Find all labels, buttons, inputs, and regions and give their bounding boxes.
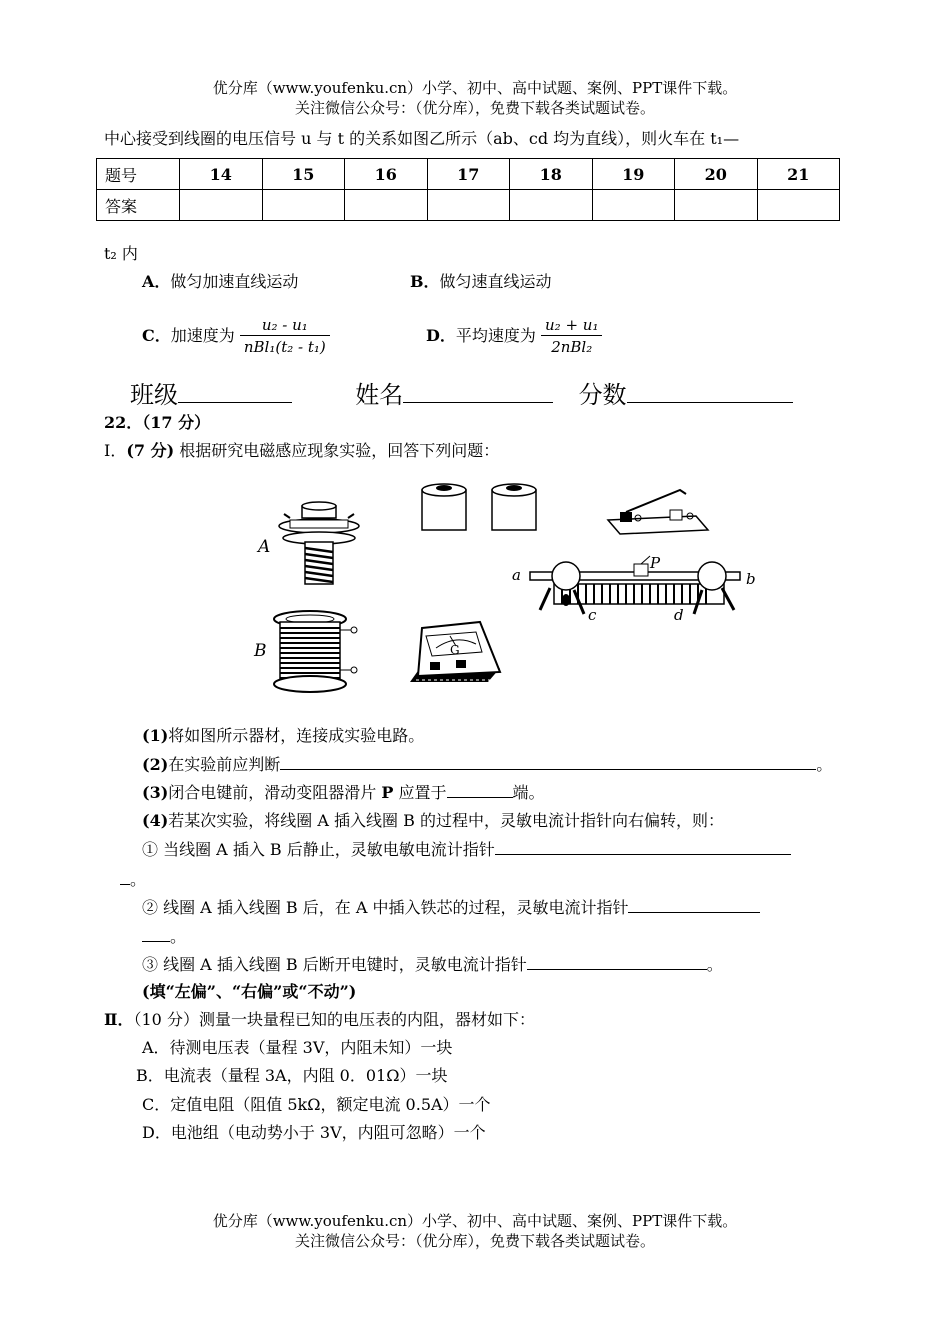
q22-part1-text: 根据研究电磁感应现象实验，回答下列问题：	[179, 441, 500, 460]
q22-c3-text: ③ 线圈 A 插入线圈 B 后断开电键时，灵敏电流计指针	[142, 955, 527, 974]
coil-a-figure	[256, 502, 359, 584]
q21-option-c	[142, 314, 330, 358]
q21-option-d-numerator: u₂ + u₁	[541, 315, 602, 336]
q22-c3-blank[interactable]	[527, 953, 707, 970]
q22-c1-end: 。	[130, 870, 147, 889]
header-line-1: 优分库（www.youfenku.cn）小学、初中、高中试题、案例、PPT课件下载。	[212, 79, 738, 97]
coil-b-label: B	[254, 641, 267, 661]
q22-item-a: A．待测电压表（量程 3V，内阻未知）一块	[142, 1038, 453, 1057]
name-field[interactable]	[403, 378, 553, 403]
answer-table-number-row	[97, 159, 840, 190]
answer-table-number: 19	[592, 159, 675, 190]
q22-s4-text: 若某次实验，将线圈 A 插入线圈 B 的过程中，灵敏电流计指针向右偏转，则：	[168, 811, 724, 830]
answer-table-answer-row	[97, 190, 840, 221]
answer-cell[interactable]	[180, 190, 263, 221]
battery-icon	[422, 484, 536, 530]
q22-part1-heading	[104, 440, 499, 462]
galvanometer-label: G	[450, 643, 460, 657]
q22-title: 22．（17 分）	[104, 413, 211, 432]
q21-option-d-letter: D．	[426, 326, 456, 345]
answer-table-number: 18	[510, 159, 593, 190]
q22-part2-heading	[104, 1009, 535, 1031]
answer-cell[interactable]	[757, 190, 840, 221]
answer-cell[interactable]	[427, 190, 510, 221]
q21-stem-part2: t₂ 内	[104, 244, 138, 263]
answer-table-number: 15	[262, 159, 345, 190]
q21-option-a	[142, 271, 298, 293]
q21-option-c-letter: C．	[142, 326, 171, 345]
student-info	[130, 378, 793, 410]
q22-c2-blank-cont[interactable]	[142, 925, 170, 942]
q21-option-a-letter: A．	[142, 272, 171, 291]
q22-s3-mid: 应置于	[398, 783, 447, 802]
q22-part1-number: Ⅰ．	[104, 441, 127, 460]
q22-c1-blank-cont[interactable]	[120, 868, 130, 885]
q22-item-c: C．定值电阻（阻值 5kΩ，额定电流 0.5A）一个	[142, 1095, 491, 1114]
score-field[interactable]	[627, 378, 793, 403]
q22-c1	[142, 838, 791, 861]
coil-a-label: A	[258, 537, 271, 557]
q22-s1	[142, 725, 424, 747]
q22-s3-text: 闭合电键前，滑动变阻器滑片	[168, 783, 377, 802]
q22-s3-slider: P	[381, 783, 394, 802]
q22-s2-number: (2)	[142, 755, 169, 774]
q22-s3-blank[interactable]	[447, 781, 513, 798]
q22-s3	[142, 781, 545, 804]
q22-c3	[142, 953, 723, 976]
rheostat-terminal-c-label: c	[588, 606, 597, 624]
q22-c2-end: 。	[170, 927, 187, 946]
switch-icon	[608, 490, 708, 534]
q21-option-d	[426, 314, 602, 358]
answer-table-answer-label: 答案	[97, 190, 180, 221]
q21-option-c-denominator: nBl₁(t₂ - t₁)	[243, 338, 326, 356]
answer-cell[interactable]	[592, 190, 675, 221]
apparatus-figure	[250, 476, 770, 698]
q22-part2-number: Ⅱ．	[104, 1010, 134, 1029]
q21-option-c-fraction	[240, 315, 330, 358]
q21-option-c-text: 加速度为	[170, 326, 235, 345]
q22-s2	[142, 753, 832, 776]
q22-c3-end: 。	[706, 955, 723, 974]
q22-c2	[142, 896, 760, 919]
galvanometer-figure	[410, 622, 500, 682]
footer-line-2: 关注微信公众号：（优分库），免费下载各类试题试卷。	[294, 1232, 655, 1250]
answer-cell[interactable]	[510, 190, 593, 221]
rheostat-terminal-d-label: d	[674, 606, 684, 624]
score-label: 分数	[578, 381, 627, 409]
q21-option-b-text: 做匀速直线运动	[439, 272, 552, 291]
rheostat-terminal-b-label: b	[746, 570, 756, 588]
q22-c1-text: ① 当线圈 A 插入 B 后静止，灵敏电敏电流计指针	[142, 840, 495, 859]
q22-s1-number: (1)	[142, 726, 169, 745]
answer-cell[interactable]	[345, 190, 428, 221]
q21-stem-part1: 中心接受到线圈的电压信号 u 与 t 的关系如图乙所示（ab、cd 均为直线），则火车在 t₁—	[104, 129, 740, 148]
answer-table-number: 14	[180, 159, 263, 190]
q22-c2-blank[interactable]	[628, 896, 760, 913]
q22-fill-hint: (填“左偏”、“右偏”或“不动”)	[142, 982, 357, 1001]
q22-s2-text: 在实验前应判断	[168, 755, 281, 774]
answer-cell[interactable]	[262, 190, 345, 221]
answer-table-number: 21	[757, 159, 840, 190]
answer-table-number: 16	[345, 159, 428, 190]
q22-item-d: D．电池组（电动势小于 3V，内阻可忽略）一个	[142, 1123, 486, 1142]
q22-s1-text: 将如图所示器材，连接成实验电路。	[168, 726, 425, 745]
q22-c2-cont	[142, 925, 186, 948]
q22-item-b: B．电流表（量程 3A，内阻 0．01Ω）一块	[136, 1066, 448, 1085]
answer-table-number-label: 题号	[97, 159, 180, 190]
coil-b-figure	[253, 611, 357, 692]
q21-option-b	[410, 271, 552, 293]
q21-option-b-letter: B．	[410, 272, 440, 291]
rheostat-terminal-a-label: a	[512, 566, 521, 584]
q21-option-a-text: 做匀加速直线运动	[170, 272, 299, 291]
header-line-2: 关注微信公众号：（优分库），免费下载各类试题试卷。	[294, 99, 655, 117]
q22-s3-number: (3)	[142, 783, 169, 802]
class-field[interactable]	[178, 378, 292, 403]
q22-s2-end: 。	[816, 755, 833, 774]
class-label: 班级	[130, 381, 178, 409]
name-label: 姓名	[355, 381, 404, 409]
rheostat-figure	[512, 554, 756, 624]
q22-c1-cont	[120, 868, 146, 891]
q21-option-c-numerator: u₂ - u₁	[240, 315, 330, 336]
q22-s2-blank[interactable]	[280, 753, 816, 770]
rheostat-slider-label: P	[650, 554, 661, 572]
q22-part2-text: （10 分）测量一块量程已知的电压表的内阻，器材如下：	[133, 1010, 535, 1029]
q22-s4-number: (4)	[142, 811, 169, 830]
q21-option-d-text: 平均速度为	[455, 326, 536, 345]
q22-part1-score: (7 分)	[126, 441, 175, 460]
q22-s3-end: 端。	[512, 783, 545, 802]
answer-table	[96, 158, 840, 221]
q22-c1-blank[interactable]	[495, 838, 791, 855]
answer-table-number: 17	[427, 159, 510, 190]
q22-c2-text: ② 线圈 A 插入线圈 B 后，在 A 中插入铁芯的过程，灵敏电流计指针	[142, 898, 629, 917]
q22-s4	[142, 810, 724, 832]
answer-cell[interactable]	[675, 190, 758, 221]
q21-option-d-denominator: 2nBl₂	[551, 338, 593, 356]
q21-option-d-fraction	[541, 315, 602, 358]
footer-line-1: 优分库（www.youfenku.cn）小学、初中、高中试题、案例、PPT课件下载。	[212, 1212, 738, 1230]
answer-table-number: 20	[675, 159, 758, 190]
